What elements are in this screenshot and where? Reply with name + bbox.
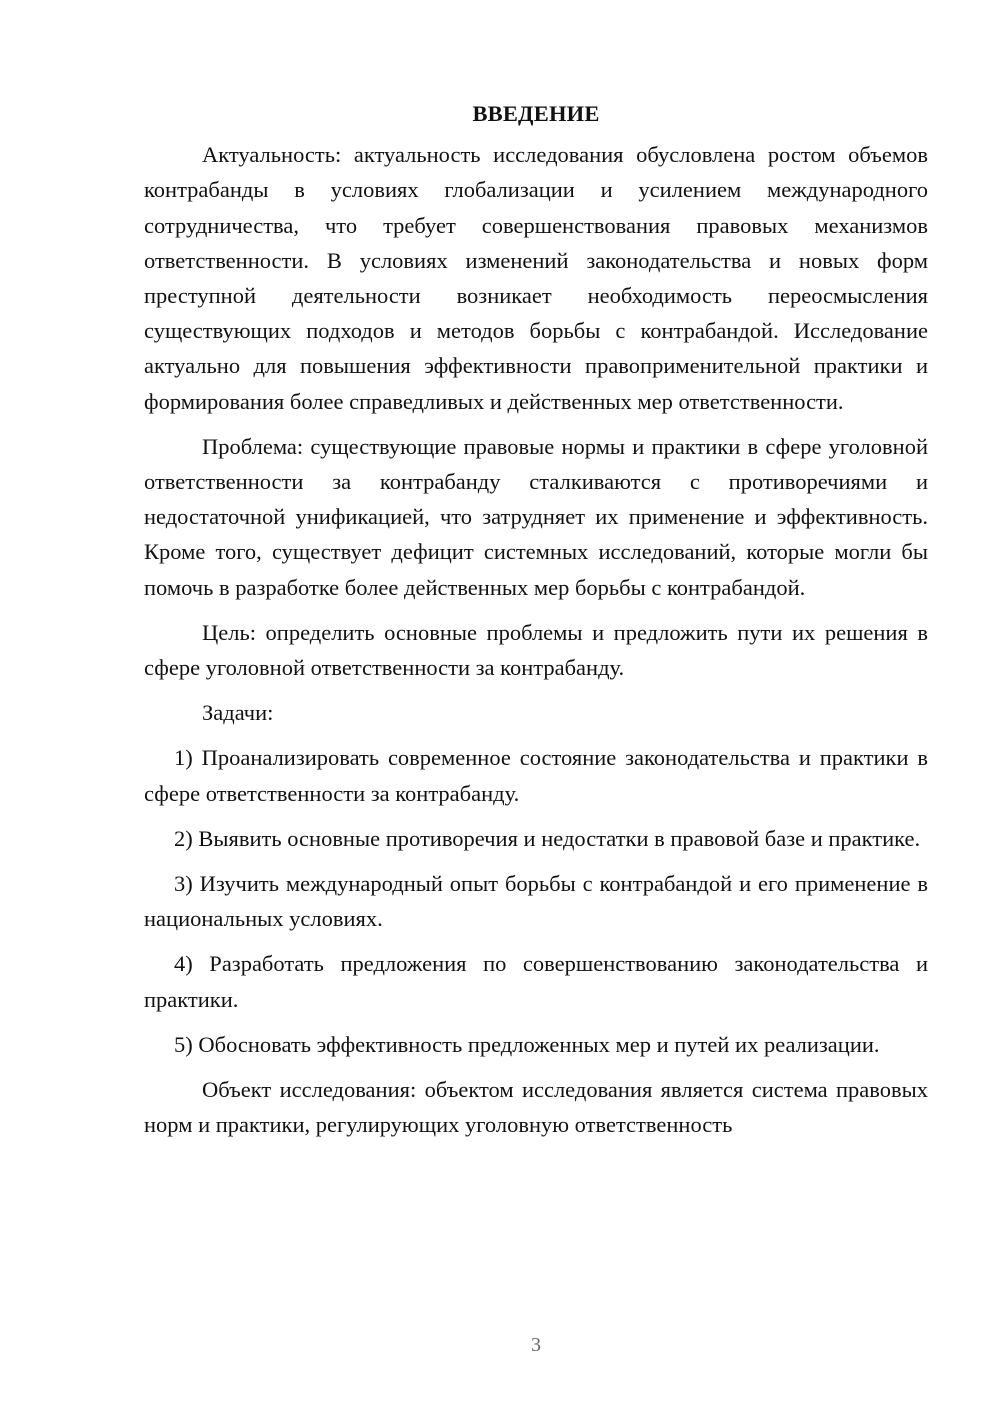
goal-paragraph: Цель: определить основные проблемы и предложить пути их решения в сфере уголовной ответственности за контрабанду. — [144, 619, 928, 681]
relevance-paragraph: Актуальность: актуальность исследования обусловлена ростом объемов контрабанды в условиях глобализации и усилением международного сотрудничества, что требует совершенствования правовых механизмов ответственности. В условиях изменений законодательства и новых форм преступной деятельности возникает необходимость переосмысления существующих подходов и методов борьбы с контрабандой. Исследование актуально для повышения эффективности правоприменительной практики и формирования более справедливых и действенных мер ответственности. — [144, 142, 928, 414]
object-paragraph: Объект исследования: объектом исследования является система правовых норм и практики, регулирующих уголовную ответственность — [144, 1077, 928, 1138]
problem-paragraph: Проблема: существующие правовые нормы и практики в сфере уголовной ответственности за контрабанду сталкиваются с противоречиями и недостаточной унификацией, что затрудняет их применение и эффективность. Кроме того, существует дефицит системных исследований, которые могли бы помочь в разработке более действенных мер борьбы с контрабандой. — [144, 433, 928, 600]
task-item: 2) Выявить основные противоречия и недостатки в правовой базе и практике. — [174, 825, 921, 851]
page-body — [144, 96, 928, 1152]
task-item: 1) Проанализировать современное состояние законодательства и практики в сфере ответственности за контрабанду. — [144, 745, 928, 806]
section-heading: ВВЕДЕНИЕ — [472, 101, 600, 126]
task-item: 4) Разработать предложения по совершенствованию законодательства и практики. — [144, 951, 928, 1012]
task-item: 5) Обосновать эффективность предложенных мер и путей их реализации. — [174, 1031, 880, 1057]
page-number: 3 — [531, 1334, 541, 1356]
tasks-label: Задачи: — [202, 700, 274, 726]
task-item: 3) Изучить международный опыт борьбы с контрабандой и его применение в национальных условиях. — [144, 871, 928, 932]
